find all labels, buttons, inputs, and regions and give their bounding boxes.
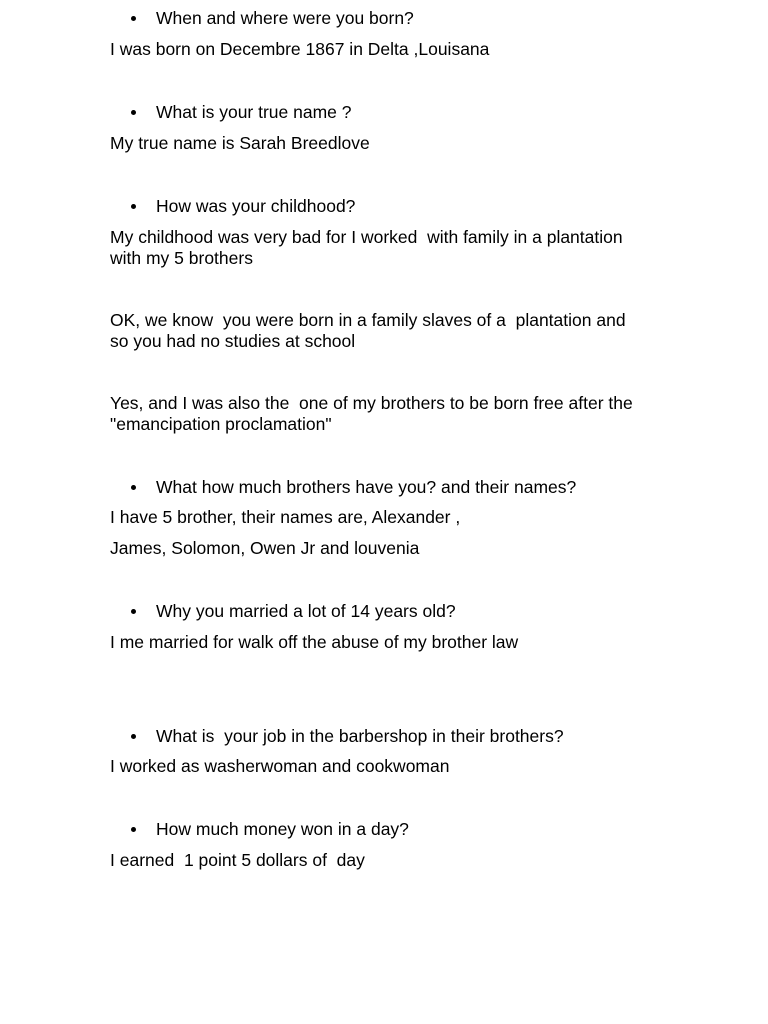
paragraph-slaves-line2: so you had no studies at school (110, 331, 356, 351)
bullet-icon (131, 485, 136, 490)
answer-childhood-line2: with my 5 brothers (110, 248, 253, 268)
paragraph-free-line1: Yes, and I was also the one of my brothers to be born free after the (110, 393, 633, 413)
answer-brothers-line1: I have 5 brother, their names are, Alexander , (110, 507, 461, 527)
paragraph-free-line2: "emancipation proclamation" (110, 414, 332, 434)
answer-brothers-line2: James, Solomon, Owen Jr and louvenia (110, 538, 420, 558)
answer-true-name: My true name is Sarah Breedlove (110, 133, 370, 153)
question-money: How much money won in a day? (156, 819, 409, 839)
question-brothers: What how much brothers have you? and their names? (156, 477, 577, 497)
question-job: What is your job in the barbershop in their brothers? (156, 726, 564, 746)
question-childhood: How was your childhood? (156, 196, 356, 216)
bullet-icon (131, 16, 136, 21)
bullet-icon (131, 734, 136, 739)
bullet-icon (131, 827, 136, 832)
bullet-icon (131, 110, 136, 115)
answer-job: I worked as washerwoman and cookwoman (110, 756, 450, 776)
question-born: When and where were you born? (156, 8, 414, 28)
bullet-icon (131, 609, 136, 614)
answer-born: I was born on Decembre 1867 in Delta ,Louisana (110, 39, 490, 59)
paragraph-slaves-line1: OK, we know you were born in a family slaves of a plantation and (110, 310, 626, 330)
answer-married: I me married for walk off the abuse of my brother law (110, 632, 519, 652)
question-true-name: What is your true name ? (156, 102, 352, 122)
question-married: Why you married a lot of 14 years old? (156, 601, 456, 621)
answer-childhood-line1: My childhood was very bad for I worked with family in a plantation (110, 227, 623, 247)
answer-money: I earned 1 point 5 dollars of day (110, 850, 365, 870)
bullet-icon (131, 204, 136, 209)
